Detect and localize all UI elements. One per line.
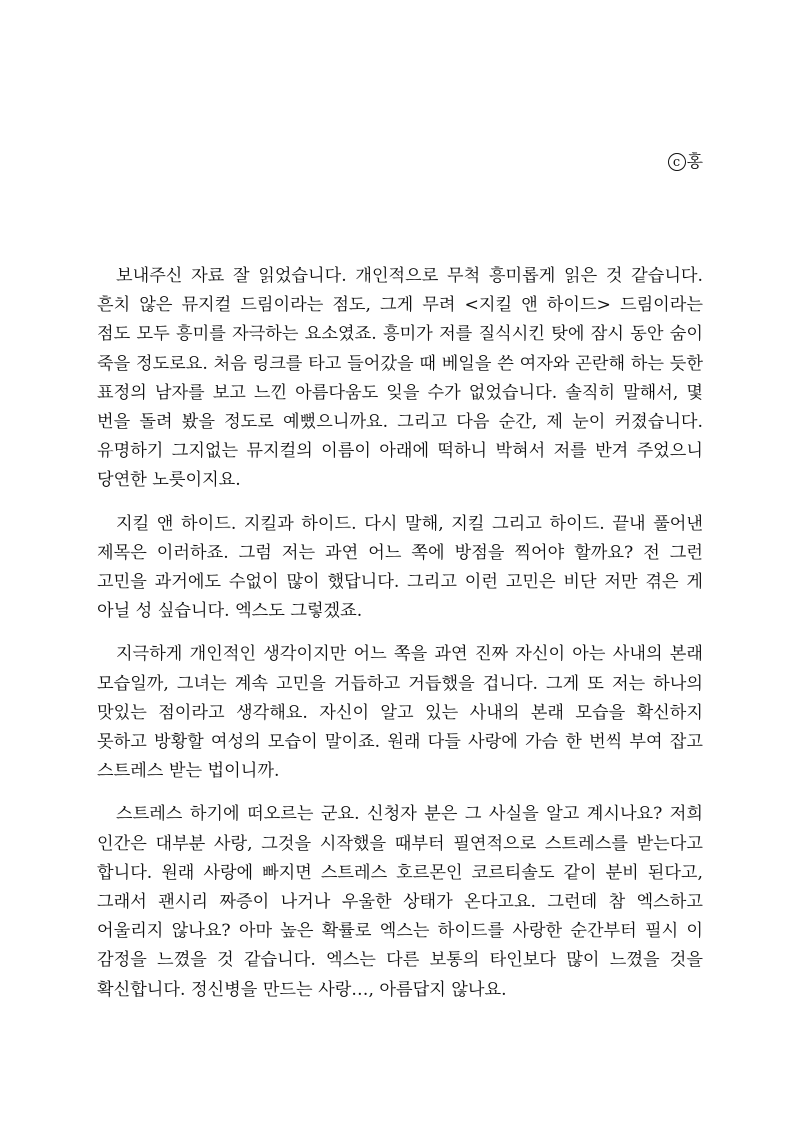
- copyright-icon: c: [668, 153, 686, 171]
- paragraph-3: 지극하게 개인적인 생각이지만 어느 쪽을 과연 진짜 자신이 아는 사내의 본래 모습일까, 그녀는 계속 고민을 거듭하고 거듭했을 겁니다. 그게 또 저는 하나의 맛있는 점이라고 생각해요. 자신이 알고 있는 사내의 본래 모습을 확신하지 못하고 방황할 여성의 모습이 말이죠. 원래 다들 사랑에 가슴 한 번씩 부여 잡고 스트레스 받는 법이니까.: [97, 644, 703, 782]
- document-body: [97, 262, 703, 1019]
- copyright-text: 홍: [686, 152, 703, 172]
- copyright-notice: [668, 150, 703, 174]
- paragraph-1: 보내주신 자료 잘 읽었습니다. 개인적으로 무척 흥미롭게 읽은 것 같습니다. 흔치 않은 뮤지컬 드림이라는 점도, 그게 무려 <지킬 앤 하이드> 드림이라는 점도 모두 흥미를 자극하는 요소였죠. 흥미가 저를 질식시킨 탓에 잠시 동안 숨이 죽을 정도로요. 처음 링크를 타고 들어갔을 때 베일을 쓴 여자와 곤란해 하는 듯한 표정의 남자를 보고 느낀 아름다움도 잊을 수가 없었습니다. 솔직히 말해서, 몇 번을 돌려 봤을 정도로 예뻤으니까요. 그리고 다음 순간, 제 눈이 커졌습니다. 유명하기 그지없는 뮤지컬의 이름이 아래에 떡하니 박혀서 저를 반겨 주었으니 당연한 노릇이지요.: [97, 266, 703, 491]
- paragraph-4: 스트레스 하기에 떠오르는 군요. 신청자 분은 그 사실을 알고 계시나요? 저희 인간은 대부분 사랑, 그것을 시작했을 때부터 필연적으로 스트레스를 받는다고 합니다. 원래 사랑에 빠지면 스트레스 호르몬인 코르티솔도 같이 분비 된다고, 그래서 괜시리 짜증이 나거나 우울한 상태가 온다고요. 그런데 참 엑스하고 어울리지 않나요? 아마 높은 확률로 엑스는 하이드를 사랑한 순간부터 필시 이 감정을 느꼈을 것 같습니다. 엑스는 다른 보통의 타인보다 많이 느꼈을 것을 확신합니다. 정신병을 만드는 사랑…, 아름답지 않나요.: [97, 804, 703, 1000]
- paragraph-2: 지킬 앤 하이드. 지킬과 하이드. 다시 말해, 지킬 그리고 하이드. 끝내 풀어낸 제목은 이러하죠. 그럼 저는 과연 어느 쪽에 방점을 찍어야 할까요? 전 그런 고민을 과거에도 수없이 많이 했답니다. 그리고 이런 고민은 비단 저만 겪은 게 아닐 성 싶습니다. 엑스도 그렇겠죠.: [97, 513, 703, 622]
